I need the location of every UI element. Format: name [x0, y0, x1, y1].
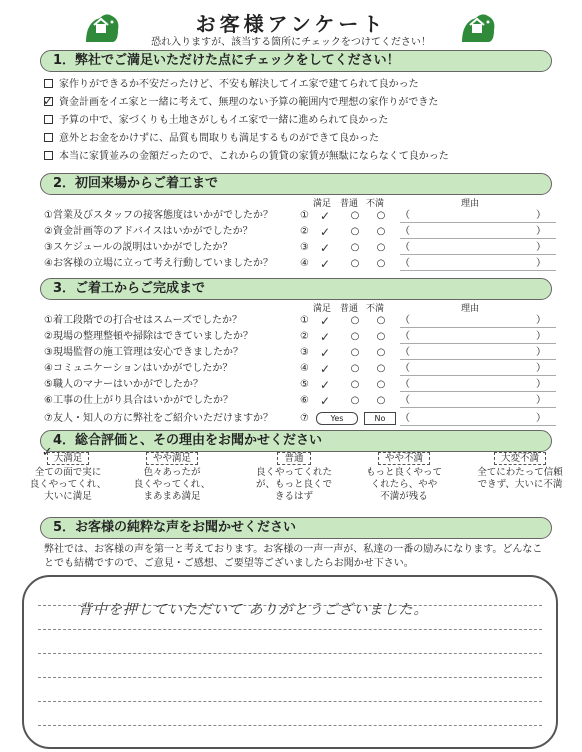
- column-reason: 理由: [461, 199, 480, 209]
- question-row: ④コミュニケーションはいかがでしたか？ ④ ✓ ○ ○ （ ）: [44, 361, 556, 377]
- rating-satisfied[interactable]: ✓: [319, 314, 331, 328]
- rating-unsatisfied[interactable]: ○: [376, 258, 386, 269]
- question-row: ①着工段階での打合せはスムーズでしたか？ ① ✓ ○ ○ （ ）: [44, 313, 556, 329]
- eval-option-normal[interactable]: 普通 良くやってくれた が、もっと良くで きるはず: [255, 453, 332, 502]
- question-row: ③現場監督の施工管理は安心できましたか？ ③ ✓ ○ ○ （ ）: [44, 345, 556, 361]
- column-unsatisfied: 不満: [366, 199, 385, 209]
- checkbox-checked[interactable]: [43, 94, 54, 108]
- question-row: ⑤職人のマナーはいかがでしたか？ ⑤ ✓ ○ ○ （ ）: [44, 377, 556, 393]
- rating-unsatisfied[interactable]: ○: [376, 226, 386, 237]
- checklist-item[interactable]: 意外とお金をかけずに、品質も間取りも満足するものができて良かった: [44, 130, 564, 148]
- column-satisfied: 満足: [313, 199, 332, 209]
- section-2-title: 2．初回来場からご着工まで: [40, 173, 552, 195]
- rating-unsatisfied[interactable]: ○: [376, 315, 386, 326]
- rating-satisfied[interactable]: ✓: [319, 225, 331, 239]
- rating-normal[interactable]: ○: [350, 242, 360, 253]
- rating-normal[interactable]: ○: [350, 258, 360, 269]
- reason-field[interactable]: [400, 407, 556, 408]
- checklist-item[interactable]: ✓ 資金計画をイエ家と一緒に考えて、無理のない予算の範囲内で理想の家作りができた: [43, 94, 439, 108]
- reason-field[interactable]: [400, 359, 556, 360]
- column-normal: 普通: [340, 304, 359, 314]
- section-4-title: 4．総合評価と、その理由をお聞かせください: [40, 430, 552, 452]
- section-5-title: 5．お客様の純粋な声をお聞かせください: [40, 517, 552, 539]
- section-1-title: 1．弊社でご満足いただけた点にチェックをしてください！: [40, 50, 552, 72]
- eval-label: ✓ 大満足: [47, 452, 90, 465]
- rating-unsatisfied[interactable]: ○: [376, 210, 386, 221]
- column-satisfied: 満足: [313, 304, 332, 314]
- reason-field[interactable]: [400, 343, 556, 344]
- writing-line: [38, 725, 542, 726]
- rating-unsatisfied[interactable]: ○: [376, 363, 386, 374]
- checklist-item[interactable]: 本当に家賃並みの金額だったので、これからの賃貸の家賃が無駄にならなくて良かった: [44, 148, 564, 166]
- header: [0, 0, 582, 50]
- rating-unsatisfied[interactable]: ○: [376, 347, 386, 358]
- reason-field[interactable]: [400, 238, 556, 239]
- question-row: ③スケジュールの説明はいかがでしたか？ ③ ✓ ○ ○ （ ）: [44, 240, 556, 256]
- rating-unsatisfied[interactable]: ○: [376, 379, 386, 390]
- reason-field[interactable]: [400, 375, 556, 376]
- customer-voice-box[interactable]: [22, 575, 558, 749]
- rating-normal[interactable]: ○: [350, 210, 360, 221]
- eval-label: やや不満: [378, 452, 430, 465]
- rating-satisfied[interactable]: ✓: [319, 241, 331, 255]
- reason-field[interactable]: [400, 327, 556, 328]
- rating-satisfied[interactable]: ✓: [319, 209, 331, 223]
- handwritten-comment: 背中を押していただいて ありがとうございました。: [78, 602, 429, 618]
- question-row: ②現場の整理整頓や掃除はできていましたか？ ② ✓ ○ ○ （ ）: [44, 329, 556, 345]
- rating-normal[interactable]: ○: [350, 315, 360, 326]
- reason-field[interactable]: [400, 425, 556, 426]
- writing-line: [38, 701, 542, 702]
- rating-satisfied[interactable]: ✓: [319, 257, 331, 271]
- reason-field[interactable]: [400, 270, 556, 271]
- yes-option[interactable]: Yes: [316, 412, 358, 425]
- writing-line: [38, 653, 542, 654]
- checklist-item[interactable]: 家作りができるか不安だったけど、不安も解決してイエ家で建てられて良かった: [44, 76, 564, 94]
- column-reason: 理由: [461, 304, 480, 314]
- eval-option-somewhat-satisfied[interactable]: やや満足 色々あったが 良くやってくれ、 まあまあ満足: [133, 453, 211, 502]
- house-mascot-logo: [458, 8, 498, 46]
- eval-option-very-satisfied[interactable]: ✓ 大満足 全ての面で実に 良くやってくれ、 大いに満足: [29, 445, 107, 502]
- rating-satisfied[interactable]: ✓: [319, 378, 331, 392]
- section-5-intro: 弊社では、お客様の声を第一と考えております。お客様の一声一声が、私達の一番の励みになります。どんなことでも結構ですので、ご意見・ご感想、ご要望等ございましたらお聞かせ下さい。: [44, 544, 543, 569]
- reason-field[interactable]: [400, 222, 556, 223]
- page-subtitle: 恐れ入りますが、該当する箇所にチェックをつけてください！: [151, 37, 431, 48]
- referral-row: ⑦友人・知人の方に弊社をご紹介いただけますか？ ⑦ Yes No （ ）: [44, 411, 556, 427]
- writing-line: [38, 629, 542, 630]
- checkbox[interactable]: [44, 151, 53, 160]
- rating-unsatisfied[interactable]: ○: [376, 331, 386, 342]
- rating-normal[interactable]: ○: [350, 363, 360, 374]
- checkbox[interactable]: [44, 115, 53, 124]
- column-unsatisfied: 不満: [366, 304, 385, 314]
- rating-unsatisfied[interactable]: ○: [376, 242, 386, 253]
- check-mark-icon: ✓: [41, 445, 53, 460]
- page-title: お客様アンケート: [195, 12, 387, 36]
- question-row: ②資金計画等のアドバイスはいかがでしたか？ ② ✓ ○ ○ （ ）: [44, 224, 556, 240]
- reason-field[interactable]: [400, 254, 556, 255]
- eval-option-very-unsatisfied[interactable]: 大変不満 全てにわたって信頼 できず、大いに不満: [477, 453, 563, 490]
- checklist-item[interactable]: 予算の中で、家づくりも土地さがしもイエ家で一緒に進められて良かった: [44, 112, 564, 130]
- rating-normal[interactable]: ○: [350, 395, 360, 406]
- no-option[interactable]: No: [364, 412, 396, 425]
- checkbox[interactable]: [44, 79, 53, 88]
- eval-label: 普通: [277, 452, 310, 465]
- rating-normal[interactable]: ○: [350, 379, 360, 390]
- rating-satisfied[interactable]: ✓: [319, 346, 331, 360]
- rating-satisfied[interactable]: ✓: [319, 362, 331, 376]
- eval-label: やや満足: [146, 452, 198, 465]
- check-mark-icon: ✓: [43, 94, 54, 108]
- rating-normal[interactable]: ○: [350, 331, 360, 342]
- eval-option-somewhat-unsatisfied[interactable]: やや不満 もっと良くやって くれたら、やや 不満が残る: [365, 453, 442, 502]
- rating-satisfied[interactable]: ✓: [319, 330, 331, 344]
- eval-label: 大変不満: [494, 452, 546, 465]
- rating-satisfied[interactable]: ✓: [319, 394, 331, 408]
- rating-normal[interactable]: ○: [350, 347, 360, 358]
- reason-field[interactable]: [400, 391, 556, 392]
- question-row: ④お客様の立場に立って考え行動していましたか？ ④ ✓ ○ ○ （ ）: [44, 256, 556, 272]
- checkbox[interactable]: [44, 133, 53, 142]
- rating-normal[interactable]: ○: [350, 226, 360, 237]
- section-3-title: 3．ご着工からご完成まで: [40, 278, 552, 300]
- column-normal: 普通: [340, 199, 359, 209]
- question-row: ⑥工事の仕上がり具合はいかがでしたか？ ⑥ ✓ ○ ○ （ ）: [44, 393, 556, 409]
- question-row: ①営業及びスタッフの接客態度はいかがでしたか？ ① ✓ ○ ○ （ ）: [44, 208, 556, 224]
- rating-unsatisfied[interactable]: ○: [376, 395, 386, 406]
- section-1-checklist: [44, 76, 564, 166]
- writing-line: [38, 677, 542, 678]
